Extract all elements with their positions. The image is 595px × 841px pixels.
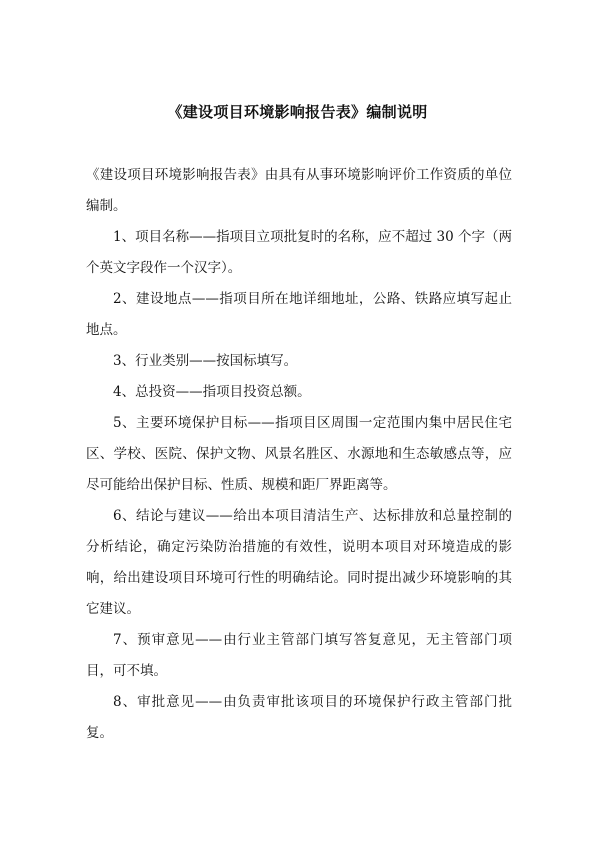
intro-paragraph: 《建设项目环境影响报告表》由具有从事环境影响评价工作资质的单位编制。 xyxy=(86,167,512,214)
item-protection-targets: 5、主要环境保护目标——指项目区周围一定范围内集中居民住宅区、学校、医院、保护文物、风景名胜区、水源地和生态敏感点等，应尽可能给出保护目标、性质、规模和距厂界距离等。 xyxy=(86,415,512,493)
item-total-investment: 4、总投资——指项目投资总额。 xyxy=(113,384,311,400)
item-pre-review-opinion: 7、预审意见——由行业主管部门填写答复意见，无主管部门项目，可不填。 xyxy=(86,632,512,679)
item-conclusions: 6、结论与建议——给出本项目清洁生产、达标排放和总量控制的分析结论，确定污染防治措施的有效性，说明本项目对环境造成的影响，给出建设项目环境可行性的明确结论。同时提出减少环境影响的其它建议。 xyxy=(86,508,512,617)
item-approval-opinion: 8、审批意见——由负责审批该项目的环境保护行政主管部门批复。 xyxy=(86,694,512,741)
item-industry-category: 3、行业类别——按国标填写。 xyxy=(113,353,298,369)
document-body xyxy=(86,160,512,749)
item-construction-site: 2、建设地点——指项目所在地详细地址，公路、铁路应填写起止地点。 xyxy=(86,291,512,338)
item-project-name: 1、项目名称——指项目立项批复时的名称，应不超过 30 个字（两个英文字段作一个汉字）。 xyxy=(86,229,512,276)
document-title: 《建设项目环境影响报告表》编制说明 xyxy=(167,103,428,121)
